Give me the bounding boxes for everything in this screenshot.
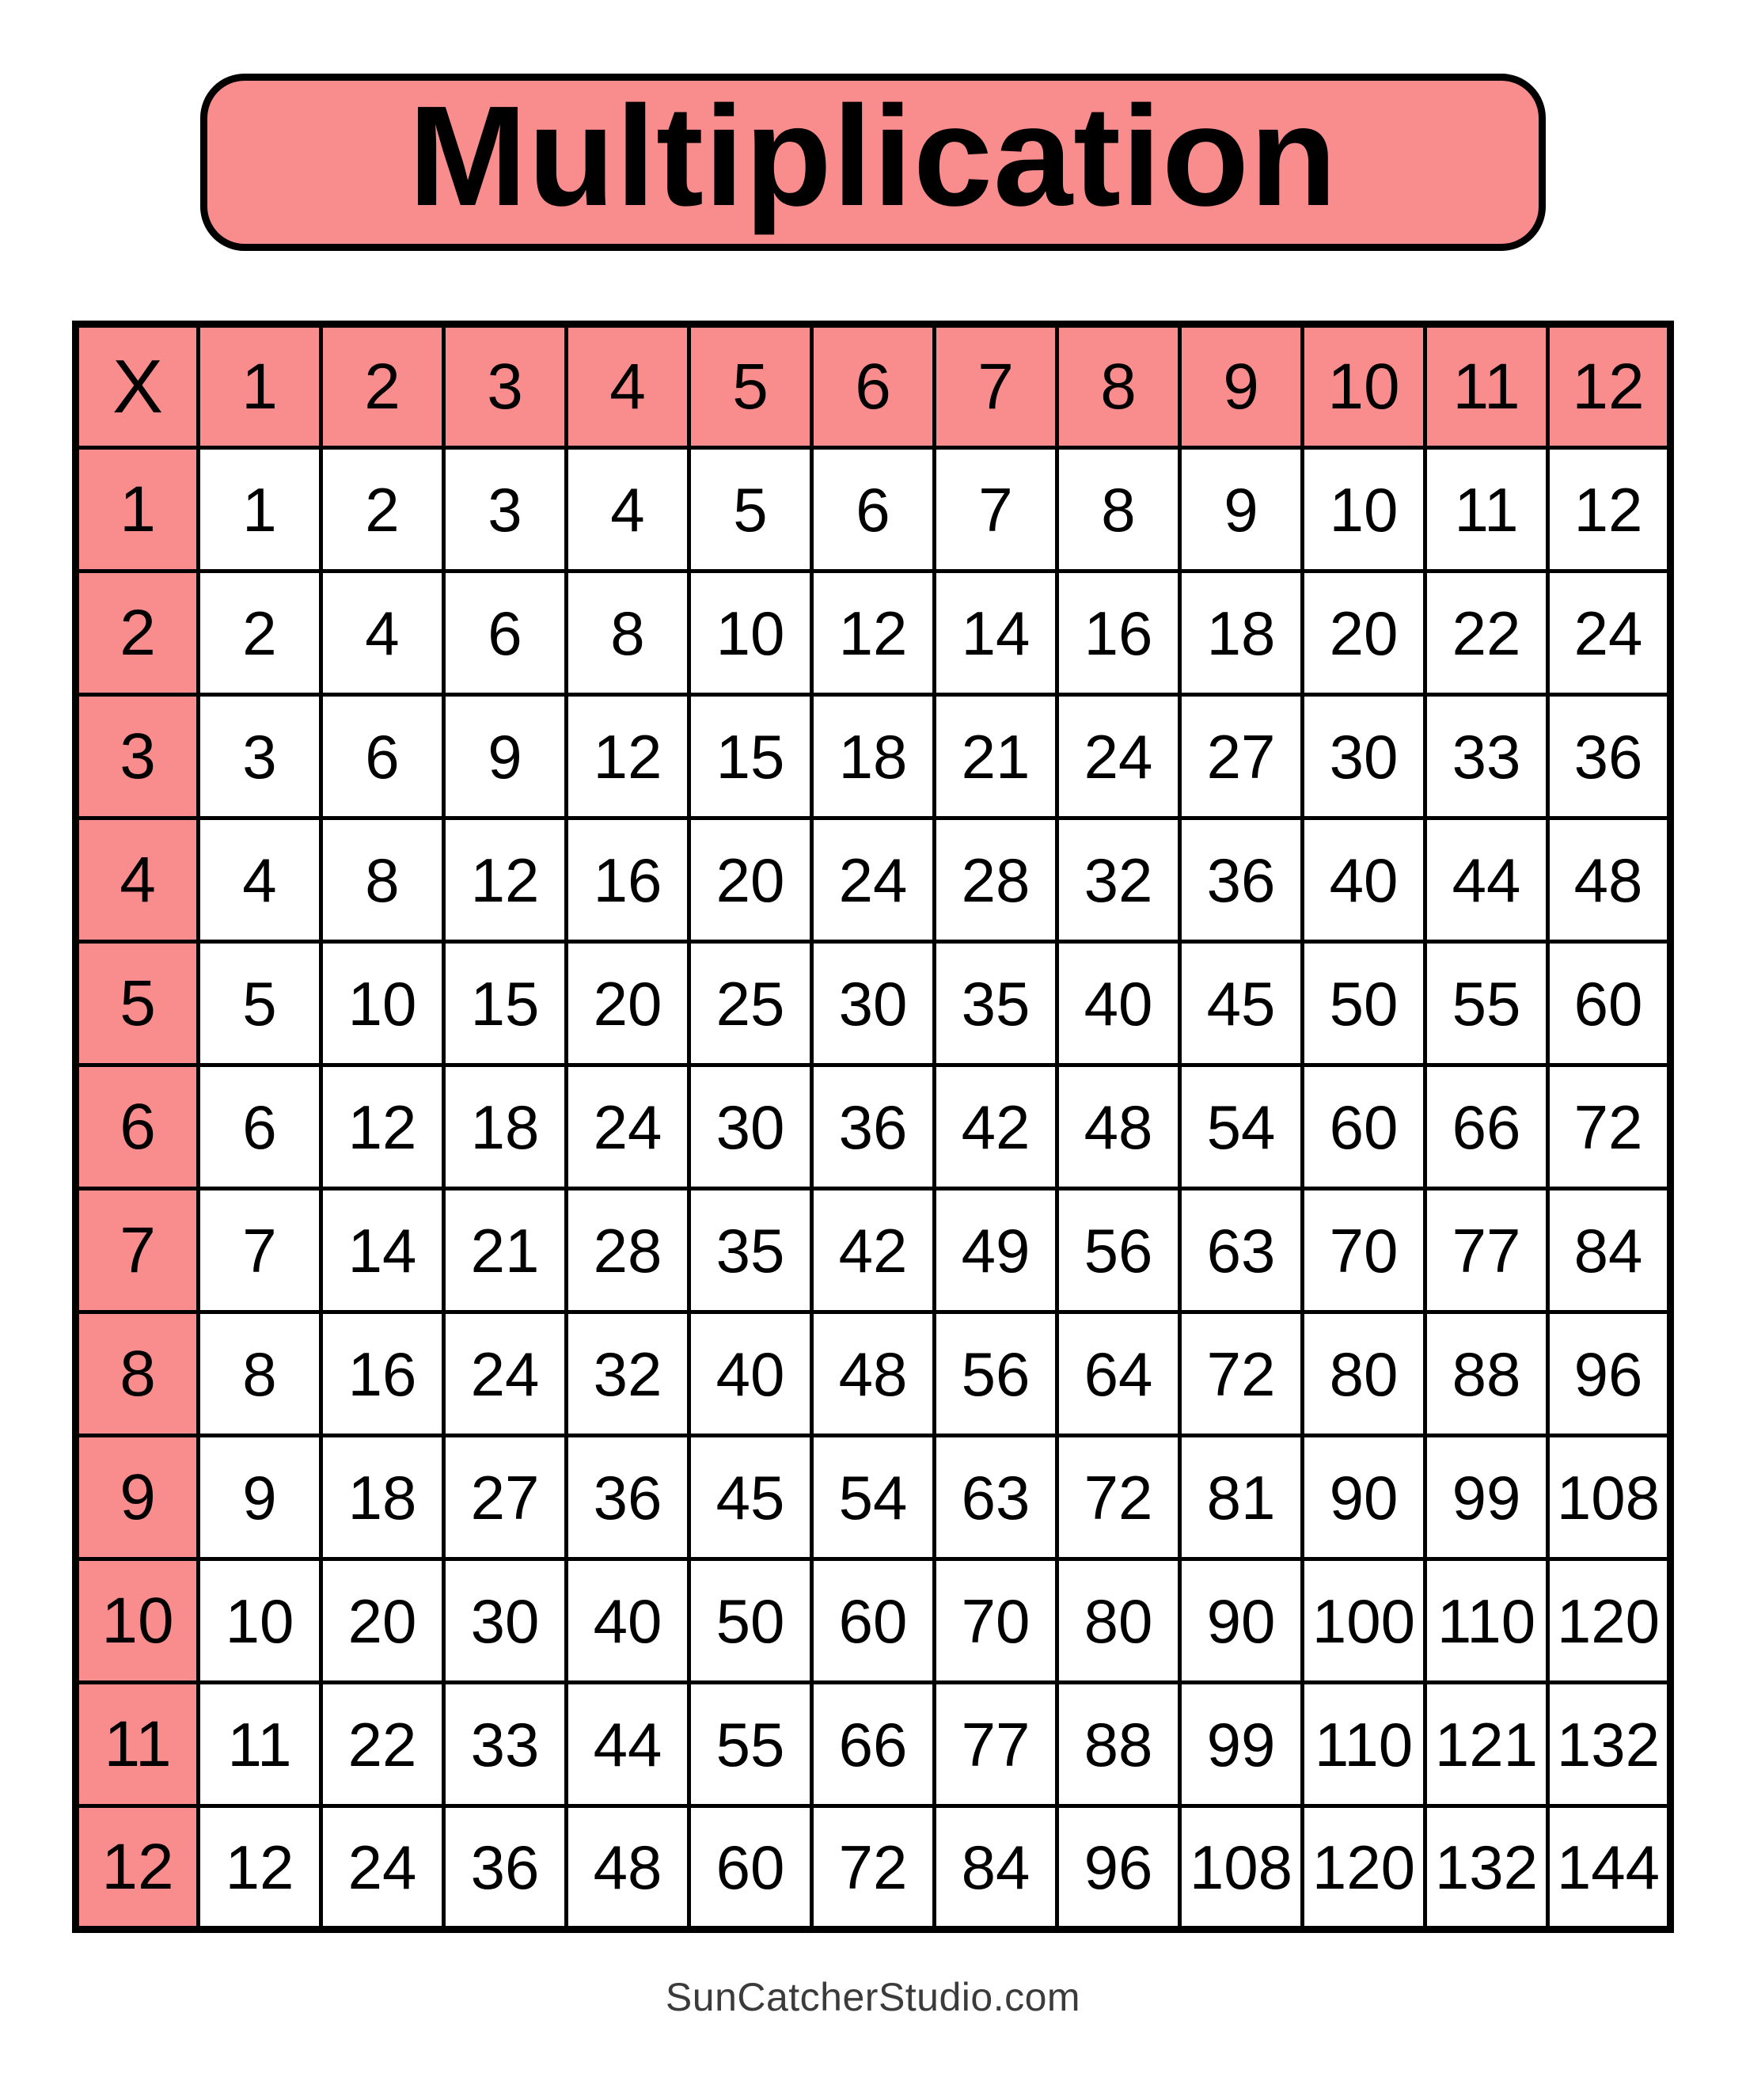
row-header-cell: 5 <box>76 942 199 1065</box>
product-cell: 120 <box>1548 1559 1671 1683</box>
table-row <box>76 572 1671 695</box>
product-cell: 12 <box>444 818 567 942</box>
row-header-cell: 6 <box>76 1065 199 1189</box>
product-cell: 99 <box>1425 1436 1548 1559</box>
product-cell: 32 <box>567 1312 689 1436</box>
product-cell: 72 <box>812 1806 935 1930</box>
product-cell: 4 <box>199 818 321 942</box>
product-cell: 12 <box>812 572 935 695</box>
column-header-cell: 2 <box>321 325 444 448</box>
product-cell: 10 <box>199 1559 321 1683</box>
product-cell: 20 <box>689 818 812 942</box>
table-row <box>76 1189 1671 1312</box>
product-cell: 21 <box>935 695 1057 818</box>
product-cell: 27 <box>1180 695 1303 818</box>
product-cell: 6 <box>199 1065 321 1189</box>
product-cell: 48 <box>1057 1065 1180 1189</box>
product-cell: 48 <box>812 1312 935 1436</box>
product-cell: 20 <box>567 942 689 1065</box>
product-cell: 35 <box>935 942 1057 1065</box>
product-cell: 15 <box>689 695 812 818</box>
product-cell: 4 <box>567 448 689 572</box>
product-cell: 50 <box>689 1559 812 1683</box>
product-cell: 20 <box>321 1559 444 1683</box>
product-cell: 35 <box>689 1189 812 1312</box>
product-cell: 8 <box>321 818 444 942</box>
product-cell: 1 <box>199 448 321 572</box>
column-header-cell: 5 <box>689 325 812 448</box>
product-cell: 14 <box>935 572 1057 695</box>
product-cell: 24 <box>1548 572 1671 695</box>
product-cell: 30 <box>1303 695 1425 818</box>
product-cell: 6 <box>321 695 444 818</box>
product-cell: 21 <box>444 1189 567 1312</box>
product-cell: 24 <box>444 1312 567 1436</box>
column-header-cell: 7 <box>935 325 1057 448</box>
product-cell: 18 <box>444 1065 567 1189</box>
table-row <box>76 695 1671 818</box>
product-cell: 72 <box>1057 1436 1180 1559</box>
column-header-row <box>76 325 1671 448</box>
product-cell: 25 <box>689 942 812 1065</box>
product-cell: 144 <box>1548 1806 1671 1930</box>
product-cell: 36 <box>567 1436 689 1559</box>
product-cell: 40 <box>1057 942 1180 1065</box>
row-header-cell: 7 <box>76 1189 199 1312</box>
product-cell: 18 <box>1180 572 1303 695</box>
product-cell: 60 <box>1548 942 1671 1065</box>
product-cell: 5 <box>199 942 321 1065</box>
product-cell: 121 <box>1425 1683 1548 1806</box>
product-cell: 15 <box>444 942 567 1065</box>
product-cell: 60 <box>812 1559 935 1683</box>
product-cell: 11 <box>1425 448 1548 572</box>
product-cell: 70 <box>935 1559 1057 1683</box>
column-header-cell: 8 <box>1057 325 1180 448</box>
table-row <box>76 1559 1671 1683</box>
product-cell: 10 <box>321 942 444 1065</box>
product-cell: 90 <box>1180 1559 1303 1683</box>
product-cell: 5 <box>689 448 812 572</box>
product-cell: 45 <box>689 1436 812 1559</box>
corner-header-cell: X <box>76 325 199 448</box>
product-cell: 84 <box>935 1806 1057 1930</box>
footer-credit: SunCatcherStudio.com <box>665 1975 1081 2019</box>
column-header-cell: 4 <box>567 325 689 448</box>
product-cell: 12 <box>321 1065 444 1189</box>
product-cell: 132 <box>1548 1683 1671 1806</box>
product-cell: 40 <box>689 1312 812 1436</box>
product-cell: 10 <box>1303 448 1425 572</box>
product-cell: 54 <box>812 1436 935 1559</box>
product-cell: 12 <box>567 695 689 818</box>
product-cell: 120 <box>1303 1806 1425 1930</box>
product-cell: 108 <box>1180 1806 1303 1930</box>
product-cell: 24 <box>1057 695 1180 818</box>
column-header-cell: 12 <box>1548 325 1671 448</box>
column-header-cell: 6 <box>812 325 935 448</box>
product-cell: 8 <box>199 1312 321 1436</box>
product-cell: 42 <box>935 1065 1057 1189</box>
product-cell: 11 <box>199 1683 321 1806</box>
product-cell: 63 <box>935 1436 1057 1559</box>
product-cell: 110 <box>1425 1559 1548 1683</box>
product-cell: 81 <box>1180 1436 1303 1559</box>
product-cell: 22 <box>321 1683 444 1806</box>
product-cell: 99 <box>1180 1683 1303 1806</box>
product-cell: 16 <box>1057 572 1180 695</box>
product-cell: 42 <box>812 1189 935 1312</box>
column-header-cell: 10 <box>1303 325 1425 448</box>
row-header-cell: 9 <box>76 1436 199 1559</box>
product-cell: 30 <box>444 1559 567 1683</box>
column-header-cell: 11 <box>1425 325 1548 448</box>
product-cell: 30 <box>812 942 935 1065</box>
product-cell: 3 <box>444 448 567 572</box>
product-cell: 18 <box>321 1436 444 1559</box>
product-cell: 49 <box>935 1189 1057 1312</box>
product-cell: 7 <box>199 1189 321 1312</box>
product-cell: 88 <box>1057 1683 1180 1806</box>
product-cell: 32 <box>1057 818 1180 942</box>
page-title: Multiplication <box>408 77 1338 236</box>
product-cell: 70 <box>1303 1189 1425 1312</box>
product-cell: 100 <box>1303 1559 1425 1683</box>
product-cell: 54 <box>1180 1065 1303 1189</box>
product-cell: 8 <box>1057 448 1180 572</box>
table-row <box>76 1436 1671 1559</box>
row-header-cell: 4 <box>76 818 199 942</box>
product-cell: 80 <box>1303 1312 1425 1436</box>
product-cell: 60 <box>689 1806 812 1930</box>
product-cell: 10 <box>689 572 812 695</box>
product-cell: 6 <box>444 572 567 695</box>
product-cell: 60 <box>1303 1065 1425 1189</box>
product-cell: 12 <box>199 1806 321 1930</box>
product-cell: 6 <box>812 448 935 572</box>
column-header-cell: 9 <box>1180 325 1303 448</box>
product-cell: 22 <box>1425 572 1548 695</box>
product-cell: 8 <box>567 572 689 695</box>
product-cell: 90 <box>1303 1436 1425 1559</box>
product-cell: 9 <box>1180 448 1303 572</box>
product-cell: 48 <box>1548 818 1671 942</box>
row-header-cell: 3 <box>76 695 199 818</box>
product-cell: 33 <box>1425 695 1548 818</box>
product-cell: 24 <box>321 1806 444 1930</box>
product-cell: 18 <box>812 695 935 818</box>
product-cell: 110 <box>1303 1683 1425 1806</box>
row-header-cell: 2 <box>76 572 199 695</box>
row-header-cell: 8 <box>76 1312 199 1436</box>
product-cell: 4 <box>321 572 444 695</box>
product-cell: 45 <box>1180 942 1303 1065</box>
row-header-cell: 11 <box>76 1683 199 1806</box>
product-cell: 9 <box>444 695 567 818</box>
product-cell: 24 <box>567 1065 689 1189</box>
table-row <box>76 818 1671 942</box>
product-cell: 84 <box>1548 1189 1671 1312</box>
product-cell: 55 <box>1425 942 1548 1065</box>
table-row <box>76 1806 1671 1930</box>
product-cell: 66 <box>1425 1065 1548 1189</box>
product-cell: 36 <box>812 1065 935 1189</box>
product-cell: 3 <box>199 695 321 818</box>
table-row <box>76 942 1671 1065</box>
product-cell: 44 <box>567 1683 689 1806</box>
product-cell: 88 <box>1425 1312 1548 1436</box>
product-cell: 77 <box>935 1683 1057 1806</box>
product-cell: 44 <box>1425 818 1548 942</box>
product-cell: 80 <box>1057 1559 1180 1683</box>
product-cell: 9 <box>199 1436 321 1559</box>
row-header-cell: 12 <box>76 1806 199 1930</box>
product-cell: 72 <box>1180 1312 1303 1436</box>
product-cell: 40 <box>567 1559 689 1683</box>
product-cell: 2 <box>321 448 444 572</box>
table-row <box>76 1683 1671 1806</box>
product-cell: 72 <box>1548 1065 1671 1189</box>
title-banner <box>200 74 1546 251</box>
row-header-cell: 1 <box>76 448 199 572</box>
table-row <box>76 1065 1671 1189</box>
table-row <box>76 448 1671 572</box>
product-cell: 16 <box>567 818 689 942</box>
product-cell: 36 <box>444 1806 567 1930</box>
product-cell: 24 <box>812 818 935 942</box>
product-cell: 16 <box>321 1312 444 1436</box>
product-cell: 14 <box>321 1189 444 1312</box>
product-cell: 27 <box>444 1436 567 1559</box>
product-cell: 63 <box>1180 1189 1303 1312</box>
product-cell: 12 <box>1548 448 1671 572</box>
multiplication-table <box>72 321 1674 1933</box>
product-cell: 66 <box>812 1683 935 1806</box>
product-cell: 96 <box>1057 1806 1180 1930</box>
product-cell: 28 <box>935 818 1057 942</box>
product-cell: 36 <box>1548 695 1671 818</box>
product-cell: 30 <box>689 1065 812 1189</box>
product-cell: 48 <box>567 1806 689 1930</box>
product-cell: 36 <box>1180 818 1303 942</box>
product-cell: 132 <box>1425 1806 1548 1930</box>
product-cell: 40 <box>1303 818 1425 942</box>
column-header-cell: 3 <box>444 325 567 448</box>
product-cell: 56 <box>1057 1189 1180 1312</box>
product-cell: 28 <box>567 1189 689 1312</box>
product-cell: 64 <box>1057 1312 1180 1436</box>
product-cell: 2 <box>199 572 321 695</box>
product-cell: 20 <box>1303 572 1425 695</box>
row-header-cell: 10 <box>76 1559 199 1683</box>
product-cell: 50 <box>1303 942 1425 1065</box>
table-row <box>76 1312 1671 1436</box>
product-cell: 96 <box>1548 1312 1671 1436</box>
product-cell: 55 <box>689 1683 812 1806</box>
product-cell: 77 <box>1425 1189 1548 1312</box>
product-cell: 108 <box>1548 1436 1671 1559</box>
product-cell: 7 <box>935 448 1057 572</box>
product-cell: 56 <box>935 1312 1057 1436</box>
product-cell: 33 <box>444 1683 567 1806</box>
column-header-cell: 1 <box>199 325 321 448</box>
